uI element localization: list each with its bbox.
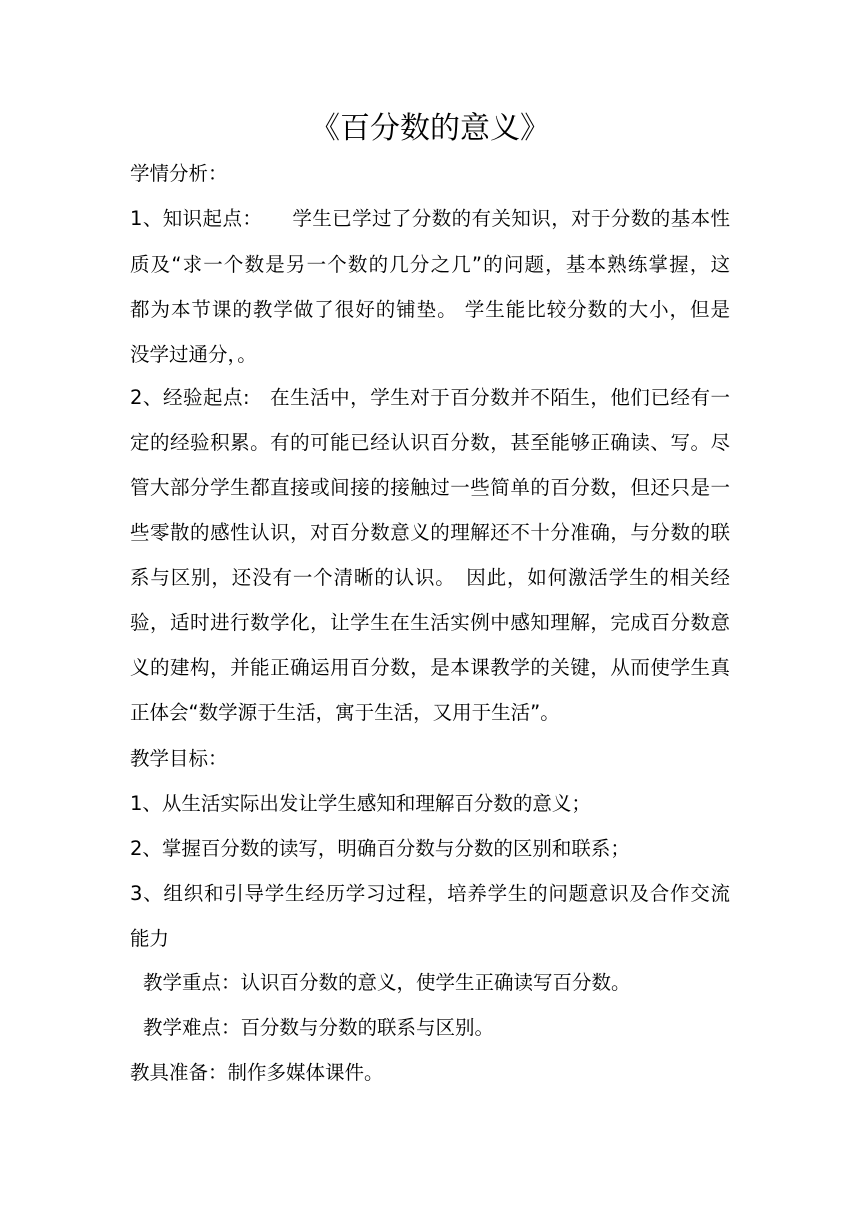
paragraph-line: 2、经验起点: 在生活中，学生对于百分数并不陌生，他们已经有一: [130, 386, 730, 409]
paragraph-line: 义的建构，并能正确运用百分数，是本课教学的关键，从而使学生真: [130, 656, 730, 679]
list-item-continuation: 能力: [130, 927, 170, 950]
paragraph-line: 系与区别，还没有一个清晰的认识。 因此，如何激活学生的相关经: [130, 566, 730, 589]
list-item: 3、组织和引导学生经历学习过程，培养学生的问题意识及合作交流: [130, 882, 730, 905]
document-title: 《百分数的意义》: [310, 111, 550, 146]
difficulty-line: 教学难点：百分数与分数的联系与区别。: [143, 1016, 495, 1039]
key-point-line: 教学重点：认识百分数的意义，使学生正确读写百分数。: [143, 971, 631, 994]
paragraph-line: 验，适时进行数学化，让学生在生活实例中感知理解，完成百分数意: [130, 611, 730, 634]
paragraph-line: 管大部分学生都直接或间接的接触过一些简单的百分数，但还只是一: [130, 476, 730, 499]
list-item: 2、掌握百分数的读写，明确百分数与分数的区别和联系；: [130, 837, 630, 860]
paragraph-line: 正体会“数学源于生活，寓于生活，又用于生活”。: [130, 701, 560, 724]
materials-line: 教具准备：制作多媒体课件。: [130, 1061, 384, 1084]
paragraph-line: 1、知识起点： 学生已学过了分数的有关知识，对于分数的基本性: [130, 207, 730, 230]
paragraph-line: 定的经验积累。有的可能已经认识百分数，甚至能够正确读、写。尽: [130, 431, 730, 454]
list-item: 1、从生活实际出发让学生感知和理解百分数的意义；: [130, 792, 591, 815]
paragraph-line: 没学过通分，。: [130, 343, 257, 366]
section-heading-goals: 教学目标：: [130, 747, 228, 770]
paragraph-line: 都为本节课的教学做了很好的铺垫。 学生能比较分数的大小，但是: [130, 298, 730, 321]
section-heading-analysis: 学情分析：: [130, 162, 228, 185]
paragraph-line: 质及“求一个数是另一个数的几分之几”的问题，基本熟练掌握，这: [130, 253, 730, 276]
paragraph-line: 些零散的感性认识，对百分数意义的理解还不十分准确，与分数的联: [130, 521, 730, 544]
